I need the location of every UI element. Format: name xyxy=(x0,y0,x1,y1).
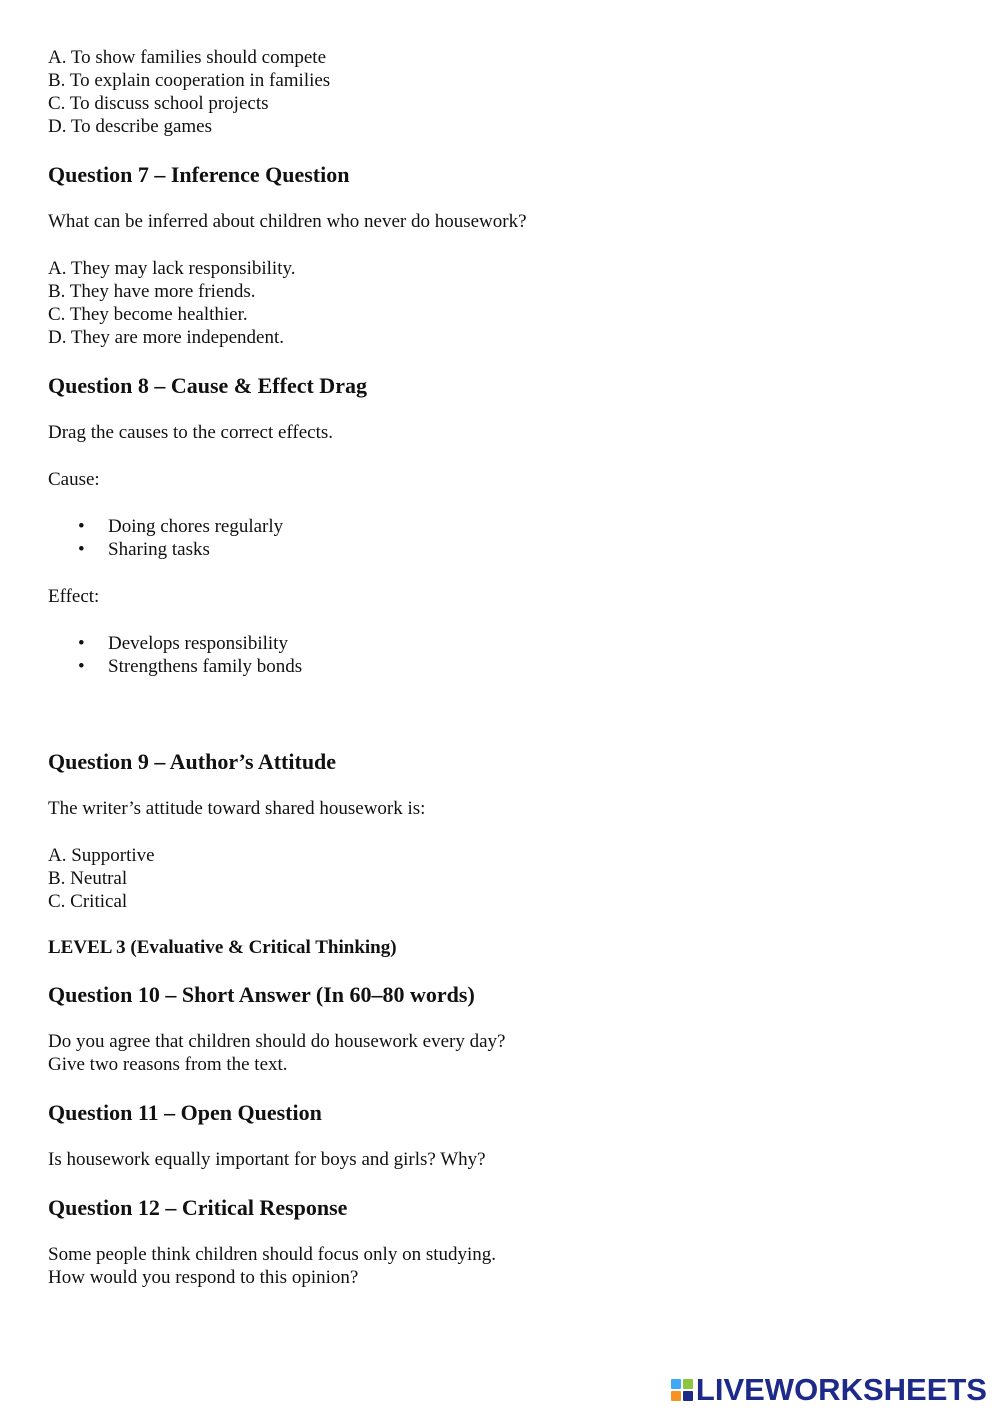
logo-square-4 xyxy=(683,1391,693,1401)
q8-effect-list xyxy=(48,632,948,678)
bullet-icon: • xyxy=(78,656,85,677)
level-3-heading: LEVEL 3 (Evaluative & Critical Thinking) xyxy=(48,937,397,958)
q6-option-a[interactable]: A. To show families should compete xyxy=(48,47,327,68)
bullet-icon: • xyxy=(78,539,85,560)
bullet-icon: • xyxy=(78,633,85,654)
q8-cause-item[interactable]: • Sharing tasks xyxy=(78,539,210,560)
q12-heading: Question 12 – Critical Response xyxy=(48,1195,348,1220)
q9-heading: Question 9 – Author’s Attitude xyxy=(48,749,337,774)
worksheet-page xyxy=(48,46,948,1289)
q8-cause-list xyxy=(48,515,948,561)
q9-option-b[interactable]: B. Neutral xyxy=(48,868,128,889)
q9-options xyxy=(48,844,948,913)
q12-prompt-line: Some people think children should focus only on studying. xyxy=(48,1244,497,1265)
bullet-icon: • xyxy=(78,516,85,537)
q12-prompt xyxy=(48,1243,948,1289)
q10-prompt xyxy=(48,1030,948,1076)
logo-square-2 xyxy=(683,1379,693,1389)
q7-option-c[interactable]: C. They become healthier. xyxy=(48,304,248,325)
q7-option-d[interactable]: D. They are more independent. xyxy=(48,327,285,348)
q8-effect-item[interactable]: • Develops responsibility xyxy=(78,633,288,654)
logo-square-1 xyxy=(671,1379,681,1389)
liveworksheets-logo[interactable] xyxy=(671,1373,987,1407)
q9-prompt: The writer’s attitude toward shared housework is: xyxy=(48,798,426,819)
q11-heading: Question 11 – Open Question xyxy=(48,1100,322,1125)
q8-prompt: Drag the causes to the correct effects. xyxy=(48,422,334,443)
q8-cause-item[interactable]: • Doing chores regularly xyxy=(78,516,284,537)
q7-heading: Question 7 – Inference Question xyxy=(48,162,350,187)
q8-effect-label: Effect: xyxy=(48,586,100,607)
q10-prompt-line: Do you agree that children should do housework every day? xyxy=(48,1031,506,1052)
q7-option-b[interactable]: B. They have more friends. xyxy=(48,281,256,302)
q6-options xyxy=(48,46,948,138)
q6-option-b[interactable]: B. To explain cooperation in families xyxy=(48,70,331,91)
q6-option-d[interactable]: D. To describe games xyxy=(48,116,212,137)
logo-square-3 xyxy=(671,1391,681,1401)
q10-prompt-line: Give two reasons from the text. xyxy=(48,1054,288,1075)
q6-option-c[interactable]: C. To discuss school projects xyxy=(48,93,269,114)
q11-prompt: Is housework equally important for boys and girls? Why? xyxy=(48,1149,486,1170)
liveworksheets-logo-icon xyxy=(671,1379,693,1401)
q8-heading: Question 8 – Cause & Effect Drag xyxy=(48,373,367,398)
q12-prompt-line: How would you respond to this opinion? xyxy=(48,1267,359,1288)
q8-cause-label: Cause: xyxy=(48,469,100,490)
logo-text: LIVEWORKSHEETS xyxy=(695,1372,987,1407)
q10-heading: Question 10 – Short Answer (In 60–80 words) xyxy=(48,982,475,1007)
q9-option-a[interactable]: A. Supportive xyxy=(48,845,155,866)
q7-options xyxy=(48,257,948,349)
q9-option-c[interactable]: C. Critical xyxy=(48,891,128,912)
q8-effect-item[interactable]: • Strengthens family bonds xyxy=(78,656,303,677)
q7-option-a[interactable]: A. They may lack responsibility. xyxy=(48,258,296,279)
q7-prompt: What can be inferred about children who never do housework? xyxy=(48,211,527,232)
